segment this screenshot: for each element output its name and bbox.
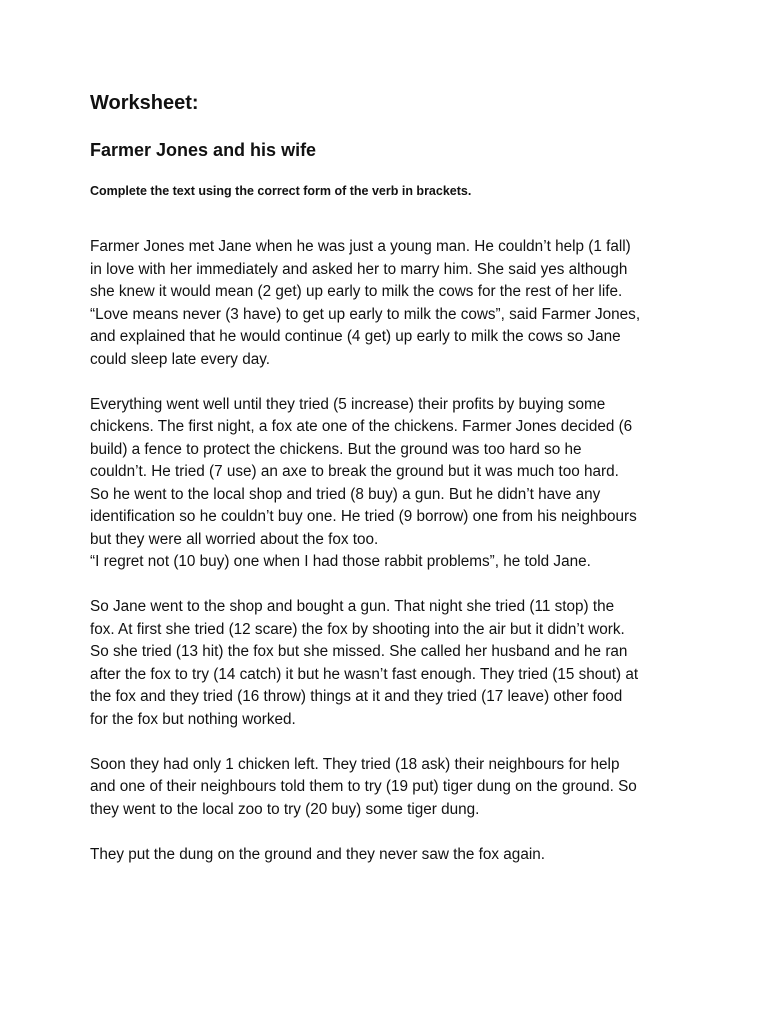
text-line: They put the dung on the ground and they never saw the fox again.	[90, 845, 545, 863]
paragraph-4	[90, 754, 690, 822]
text-line: couldn’t. He tried (7 use) an axe to break the ground but it was much too hard.	[90, 463, 619, 480]
story-body	[90, 236, 690, 889]
text-line: and explained that he would continue (4 get) up early to milk the cows so Jane	[90, 328, 621, 345]
instruction-text: Complete the text using the correct form of the verb in brackets.	[90, 184, 472, 198]
text-line: she knew it would mean (2 get) up early to milk the cows for the rest of her life.	[90, 283, 623, 300]
text-line: build) a fence to protect the chickens. But the ground was too hard so he	[90, 440, 582, 458]
text-line: Everything went well until they tried (5 increase) their profits by buying some	[90, 395, 606, 413]
text-line: Farmer Jones met Jane when he was just a young man. He couldn’t help (1 fall)	[90, 238, 631, 255]
text-line: and one of their neighbours told them to try (19 put) tiger dung on the ground. So	[90, 778, 637, 795]
text-line: the fox and they tried (16 throw) things at it and they tried (17 leave) other food	[90, 688, 623, 705]
paragraph-3	[90, 596, 690, 731]
text-line: So he went to the local shop and tried (8 buy) a gun. But he didn’t have any	[90, 485, 601, 503]
text-line: identification so he couldn’t buy one. He tried (9 borrow) one from his neighbours	[90, 508, 637, 525]
text-line: in love with her immediately and asked her to marry him. She said yes although	[90, 260, 628, 278]
text-line: after the fox to try (14 catch) it but he wasn’t fast enough. They tried (15 shout) at	[90, 665, 639, 683]
worksheet-title: Worksheet:	[90, 92, 199, 114]
text-line: could sleep late every day.	[90, 350, 270, 368]
text-line: they went to the local zoo to try (20 buy) some tiger dung.	[90, 800, 480, 818]
text-line: So Jane went to the shop and bought a gun. That night she tried (11 stop) the	[90, 598, 615, 615]
text-line: “I regret not (10 buy) one when I had those rabbit problems”, he told Jane.	[90, 553, 591, 570]
paragraph-2	[90, 394, 690, 574]
paragraph-5	[90, 844, 690, 867]
text-line: fox. At first she tried (12 scare) the fox by shooting into the air but it didn’t work.	[90, 620, 625, 638]
text-line: Soon they had only 1 chicken left. They tried (18 ask) their neighbours for help	[90, 755, 620, 773]
paragraph-1	[90, 236, 690, 371]
text-line: for the fox but nothing worked.	[90, 710, 296, 728]
text-line: chickens. The first night, a fox ate one of the chickens. Farmer Jones decided (6	[90, 418, 633, 435]
text-line: but they were all worried about the fox too.	[90, 530, 379, 548]
story-title: Farmer Jones and his wife	[90, 140, 317, 160]
text-line: So she tried (13 hit) the fox but she missed. She called her husband and he ran	[90, 643, 628, 660]
text-line: “Love means never (3 have) to get up early to milk the cows”, said Farmer Jones,	[90, 305, 641, 323]
